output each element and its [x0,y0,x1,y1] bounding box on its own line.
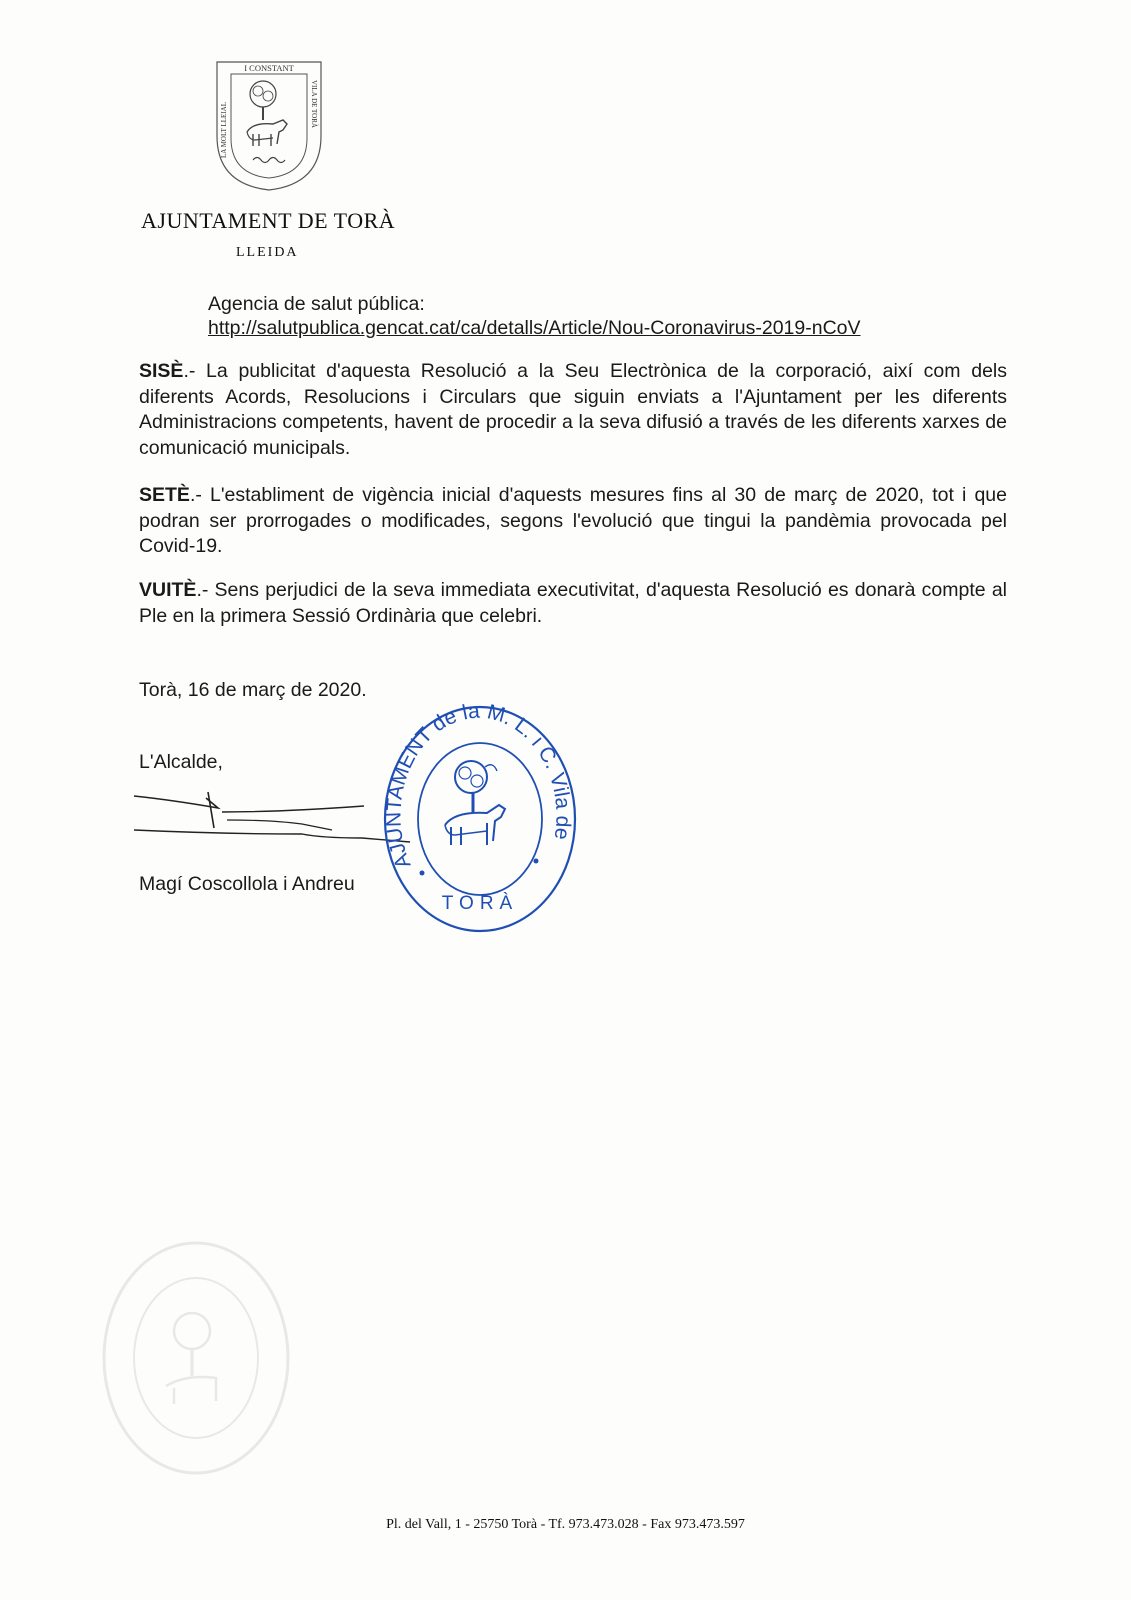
municipal-crest-logo [213,58,325,194]
agency-label: Agencia de salut pública: [208,293,425,315]
paragraph-text: .- L'establiment de vigència inicial d'aquests mesures fins al 30 de març de 2020, tot i que podran ser prorrogades o modificades, segons l'evolució que tingui la pandèmia provocada pel Covid-19. [139,484,1007,557]
paragraph-vuite [139,578,1007,629]
paragraph-label: SISÈ [139,360,184,382]
footer-address: Pl. del Vall, 1 - 25750 Torà - Tf. 973.473.028 - Fax 973.473.597 [386,1517,745,1532]
signer-name: Magí Coscollola i Andreu [139,873,355,895]
agency-reference [208,292,861,340]
handwritten-signature [132,790,412,860]
agency-url-link[interactable]: http://salutpublica.gencat.cat/ca/detalls/Article/Nou-Coronavirus-2019-nCoV [208,317,861,339]
svg-text:VILA DE TORÀ: VILA DE TORÀ [310,80,318,128]
official-stamp [375,695,585,940]
place-and-date: Torà, 16 de març de 2020. [139,679,367,701]
paragraph-text: .- La publicitat d'aquesta Resolució a la Seu Electrònica de la corporació, així com dels diferents Acords, Resolucions i Circulars que siguin enviats a l'Ajuntament per les diferents Administracions competents, havent de procedir a la seva difusió a través de les diferents xarxes de comunicació municipals. [139,360,1007,459]
svg-text:LA MOLT LLEIAL: LA MOLT LLEIAL [220,102,228,158]
paragraph-text: .- Sens perjudici de la seva immediata executivitat, d'aquesta Resolució es donarà compte al Ple en la primera Sessió Ordinària que celebri. [139,579,1007,627]
organization-region: LLEIDA [236,245,299,260]
embossed-seal-watermark [96,1236,296,1481]
svg-text:I CONSTANT: I CONSTANT [244,63,294,73]
svg-text:TORÀ: TORÀ [441,893,519,914]
paragraph-sise [139,359,1007,461]
signer-title: L'Alcalde, [139,751,223,773]
organization-name: AJUNTAMENT DE TORÀ [141,208,396,233]
paragraph-label: VUITÈ [139,579,197,601]
paragraph-sete [139,483,1007,560]
paragraph-label: SETÈ [139,484,190,506]
svg-text:AJUNTAMENT de la M. L. i C. Vi: AJUNTAMENT de la M. L. i C. Vila de [382,699,575,872]
